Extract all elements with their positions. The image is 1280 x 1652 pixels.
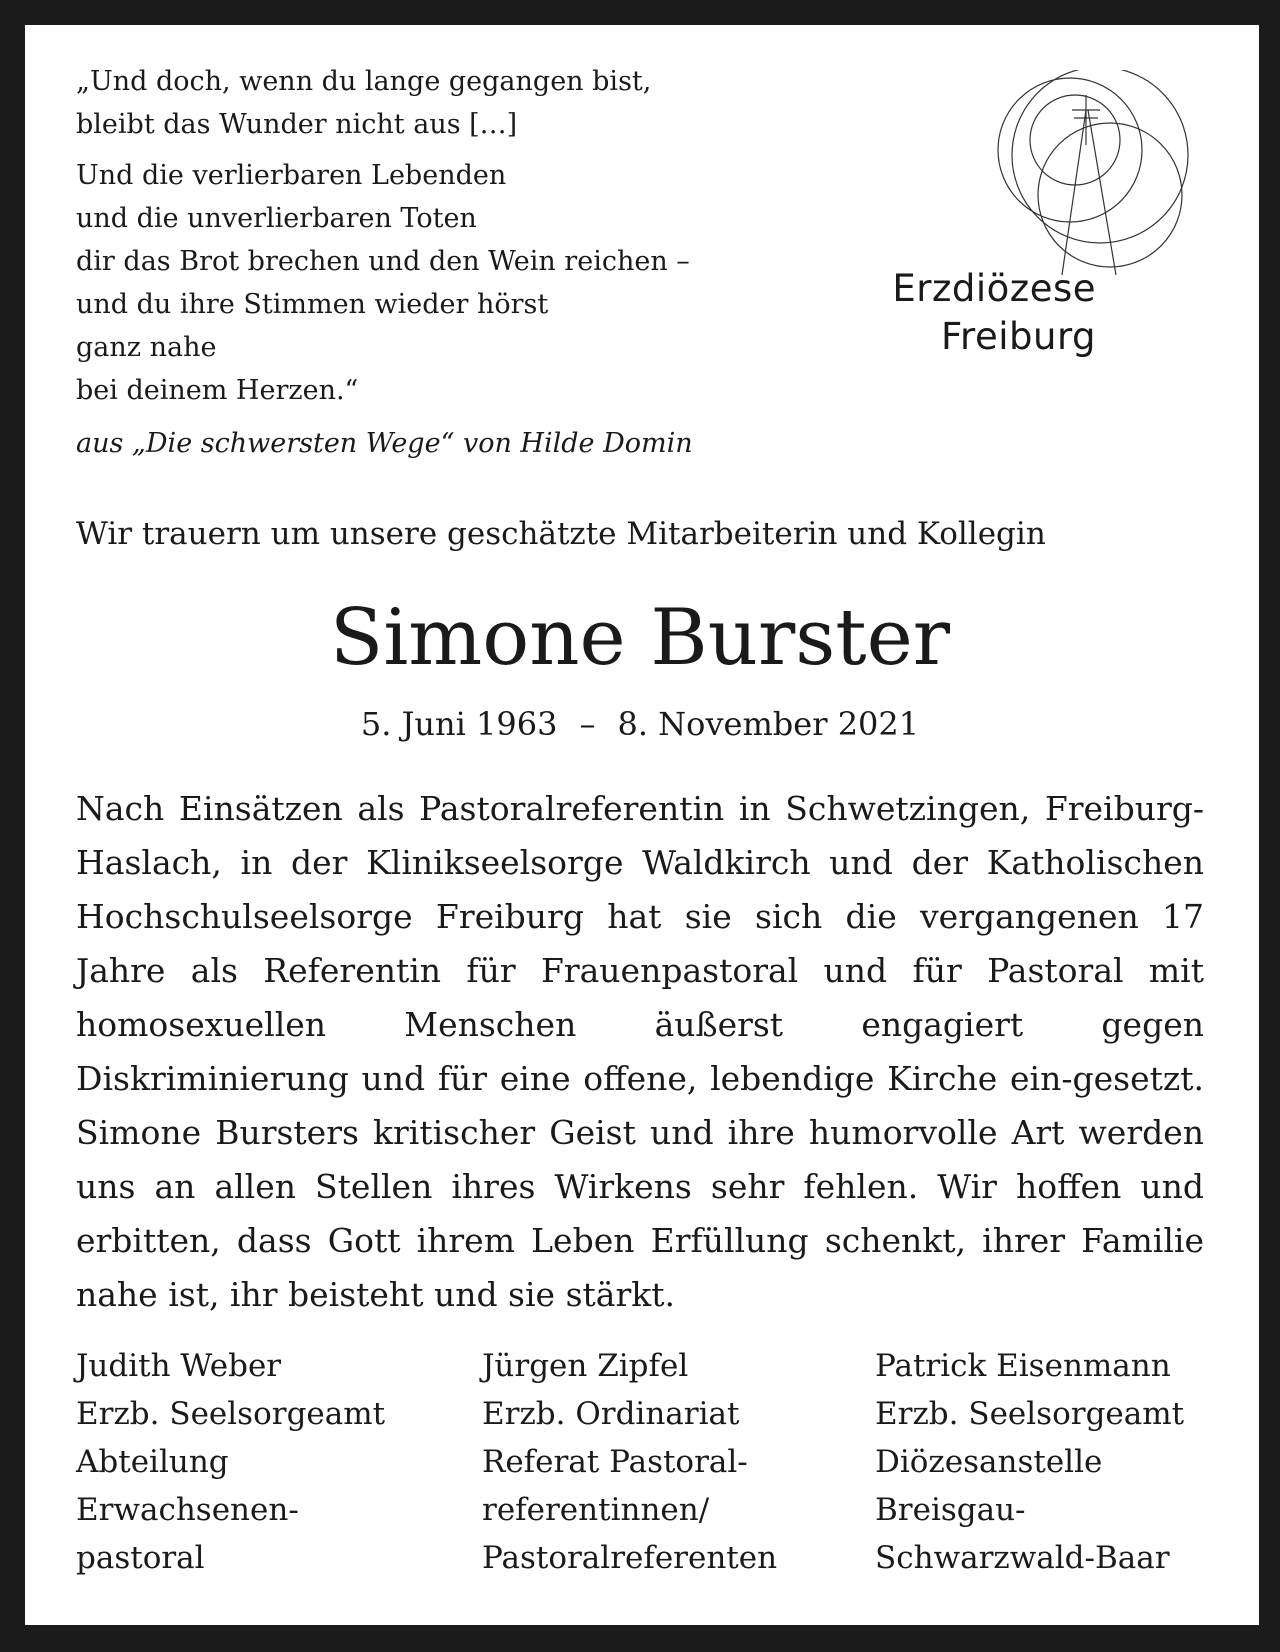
quote-line: Und die verlierbaren Lebenden xyxy=(76,160,507,191)
signature-line: Pastoralreferenten xyxy=(482,1540,778,1576)
signature-block xyxy=(482,1342,777,1582)
deceased-name: Simone Burster xyxy=(329,593,951,683)
archdiocese-logo xyxy=(820,70,1220,380)
signature-line: Referat Pastoral- xyxy=(482,1444,748,1480)
quote-line: und die unverlierbaren Toten xyxy=(76,203,477,234)
logo-wordmark xyxy=(820,265,1096,361)
death-date: 8. November 2021 xyxy=(617,705,920,743)
birth-date: 5. Juni 1963 xyxy=(360,705,558,743)
quote-source: aus „Die schwersten Wege“ von Hilde Domin xyxy=(76,428,693,459)
logo-line-1: Erzdiözese xyxy=(892,267,1096,310)
signature-line: Schwarzwald-Baar xyxy=(875,1540,1170,1576)
signature-line: Erzb. Ordinariat xyxy=(482,1396,740,1432)
quote-line: und du ihre Stimmen wieder hörst xyxy=(76,289,549,320)
signature-line: Abteilung xyxy=(76,1444,229,1480)
signature-line: Jürgen Zipfel xyxy=(482,1348,689,1384)
signature-line: pastoral xyxy=(76,1540,205,1576)
signature-line: Patrick Eisenmann xyxy=(875,1348,1171,1384)
signature-line: referentinnen/ xyxy=(482,1492,710,1528)
quote-line: bleibt das Wunder nicht aus […] xyxy=(76,109,518,140)
circles-cross-emblem-icon xyxy=(990,70,1200,280)
signature-line: Judith Weber xyxy=(76,1348,282,1384)
quote-line: „Und doch, wenn du lange gegangen bist, xyxy=(76,66,652,97)
signature-line: Erzb. Seelsorgeamt xyxy=(875,1396,1185,1432)
signature-block xyxy=(76,1342,385,1582)
quote-line: bei deinem Herzen.“ xyxy=(76,375,359,406)
poem-quote xyxy=(76,60,796,465)
signature-line: Diözesanstelle xyxy=(875,1444,1103,1480)
date-separator: – xyxy=(579,705,596,743)
obituary-text: Nach Einsätzen als Pastoralreferentin in Schwetzingen, Freiburg-Haslach, in der Klinikseelsorge Waldkirch und der Katholischen Hochschulseelsorge Freiburg hat sie sich die vergangenen 17 Jahre als Referentin für Frauenpastoral und für Pastoral mit homosexuellen Menschen äußerst engagiert gegen Diskriminierung und für eine offene, lebendige Kirche ein-gesetzt. Simone Bursters kritischer Geist und ihre humorvolle Art werden uns an allen Stellen ihres Wirkens sehr fehlen. Wir hoffen und erbitten, dass Gott ihrem Leben Erfüllung schenkt, ihrer Familie nahe ist, ihr beisteht und sie stärkt. xyxy=(76,789,1204,1314)
signature-block xyxy=(875,1342,1184,1582)
quote-line: ganz nahe xyxy=(76,332,217,363)
mourning-line: Wir trauern um unsere geschätzte Mitarbeiterin und Kollegin xyxy=(76,516,1046,552)
signature-line: Erwachsenen- xyxy=(76,1492,299,1528)
quote-line: dir das Brot brechen und den Wein reichen – xyxy=(76,246,690,277)
logo-line-2: Freiburg xyxy=(940,315,1096,358)
signature-line: Erzb. Seelsorgeamt xyxy=(76,1396,386,1432)
signature-line: Breisgau- xyxy=(875,1492,1026,1528)
life-dates xyxy=(0,700,1280,748)
